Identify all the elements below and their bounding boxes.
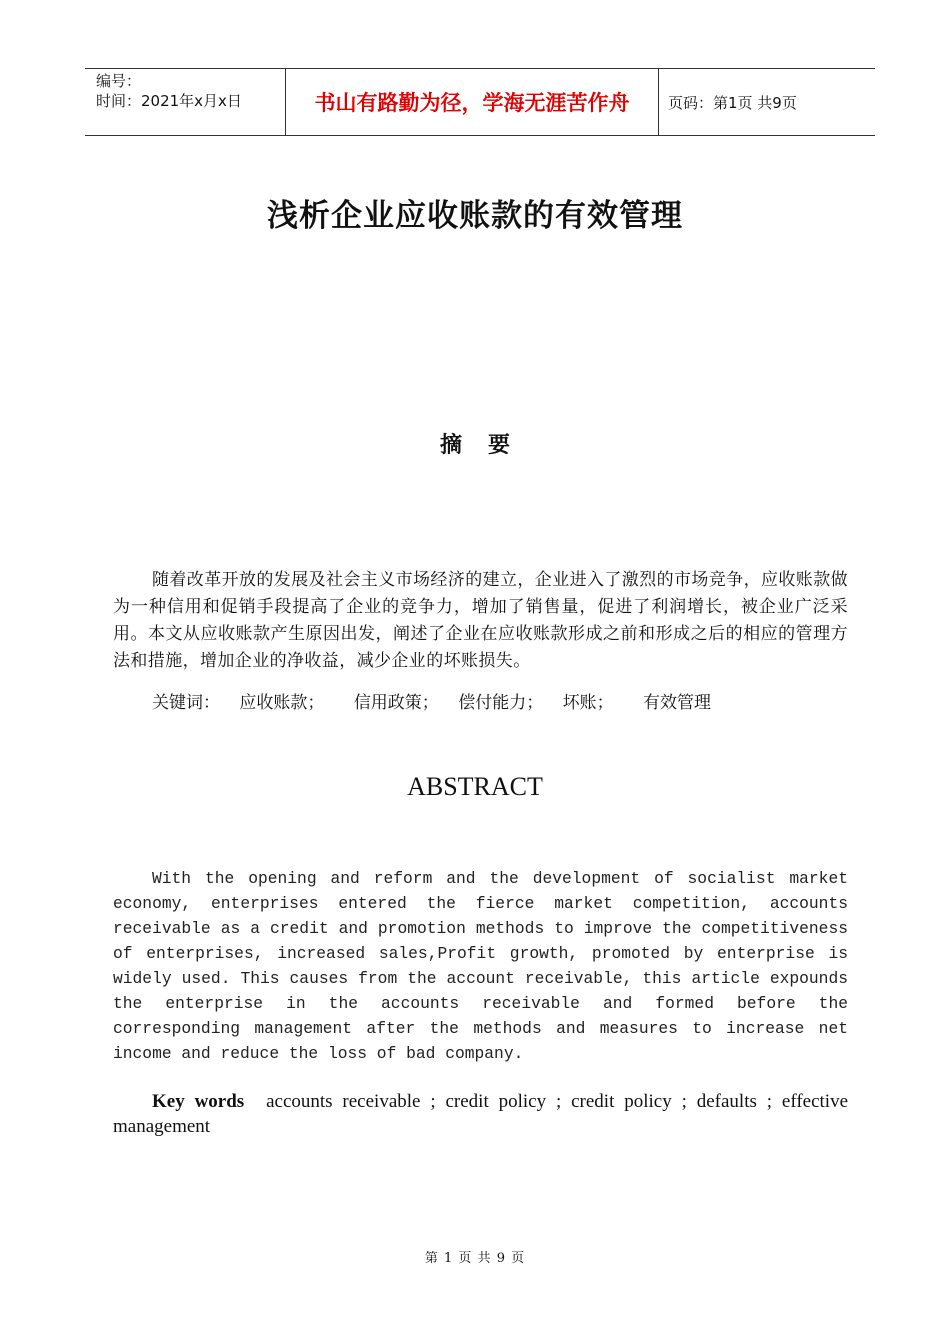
document-time-label: 时间：2021年x月x日 — [96, 92, 242, 110]
keyword-cn-item: 信用政策； — [353, 693, 439, 713]
keywords-en — [113, 1089, 848, 1139]
header-page-cell — [659, 69, 875, 135]
abstract-en-heading: ABSTRACT — [407, 772, 543, 801]
header-motto-cell — [286, 69, 659, 135]
keyword-cn-item: 应收账款； — [239, 693, 325, 713]
document-number-label: 编号： — [96, 72, 142, 90]
keyword-cn-item: 有效管理 — [643, 693, 712, 713]
abstract-en-body: With the opening and reform and the development of socialist market economy, enterprises entered the fierce market competition, accounts receivable as a credit and promotion methods to improve the competitiveness of enterprises, increased sales,Profit growth, promoted by enterprise is widely used. This causes from the account receivable, this article expounds the enterprise in the accounts receivable and formed before the corresponding management after the methods and measures to increase net income and reduce the loss of bad company. — [113, 869, 848, 1063]
keyword-cn-item: 偿付能力； — [458, 693, 544, 713]
page-footer: 第 1 页 共 9 页 — [424, 1251, 526, 1266]
keyword-cn-item: 坏账； — [562, 693, 614, 713]
header-page-info: 页码：第1页 共9页 — [668, 93, 797, 112]
keywords-en-text: accounts receivable ; credit policy ; credit policy ; defaults ; effective management — [113, 1091, 849, 1137]
keywords-en-label: Key words — [152, 1091, 245, 1112]
header-table — [85, 68, 875, 136]
document-title: 浅析企业应收账款的有效管理 — [267, 198, 683, 234]
header-motto: 书山有路勤为径，学海无涯苦作舟 — [314, 91, 630, 115]
keywords-cn — [152, 690, 711, 717]
keywords-cn-label: 关键词： — [152, 693, 220, 713]
abstract-cn-heading: 摘要 — [439, 433, 536, 458]
header-meta-cell — [85, 69, 286, 135]
abstract-cn-body: 随着改革开放的发展及社会主义市场经济的建立，企业进入了激烈的市场竞争，应收账款做为一种信用和促销手段提高了企业的竞争力，增加了销售量，促进了利润增长，被企业广泛采用。本文从应收账款产生原因出发，阐述了企业在应收账款形成之前和形成之后的相应的管理方法和措施，增加企业的净收益，减少企业的坏账损失。 — [113, 570, 848, 671]
